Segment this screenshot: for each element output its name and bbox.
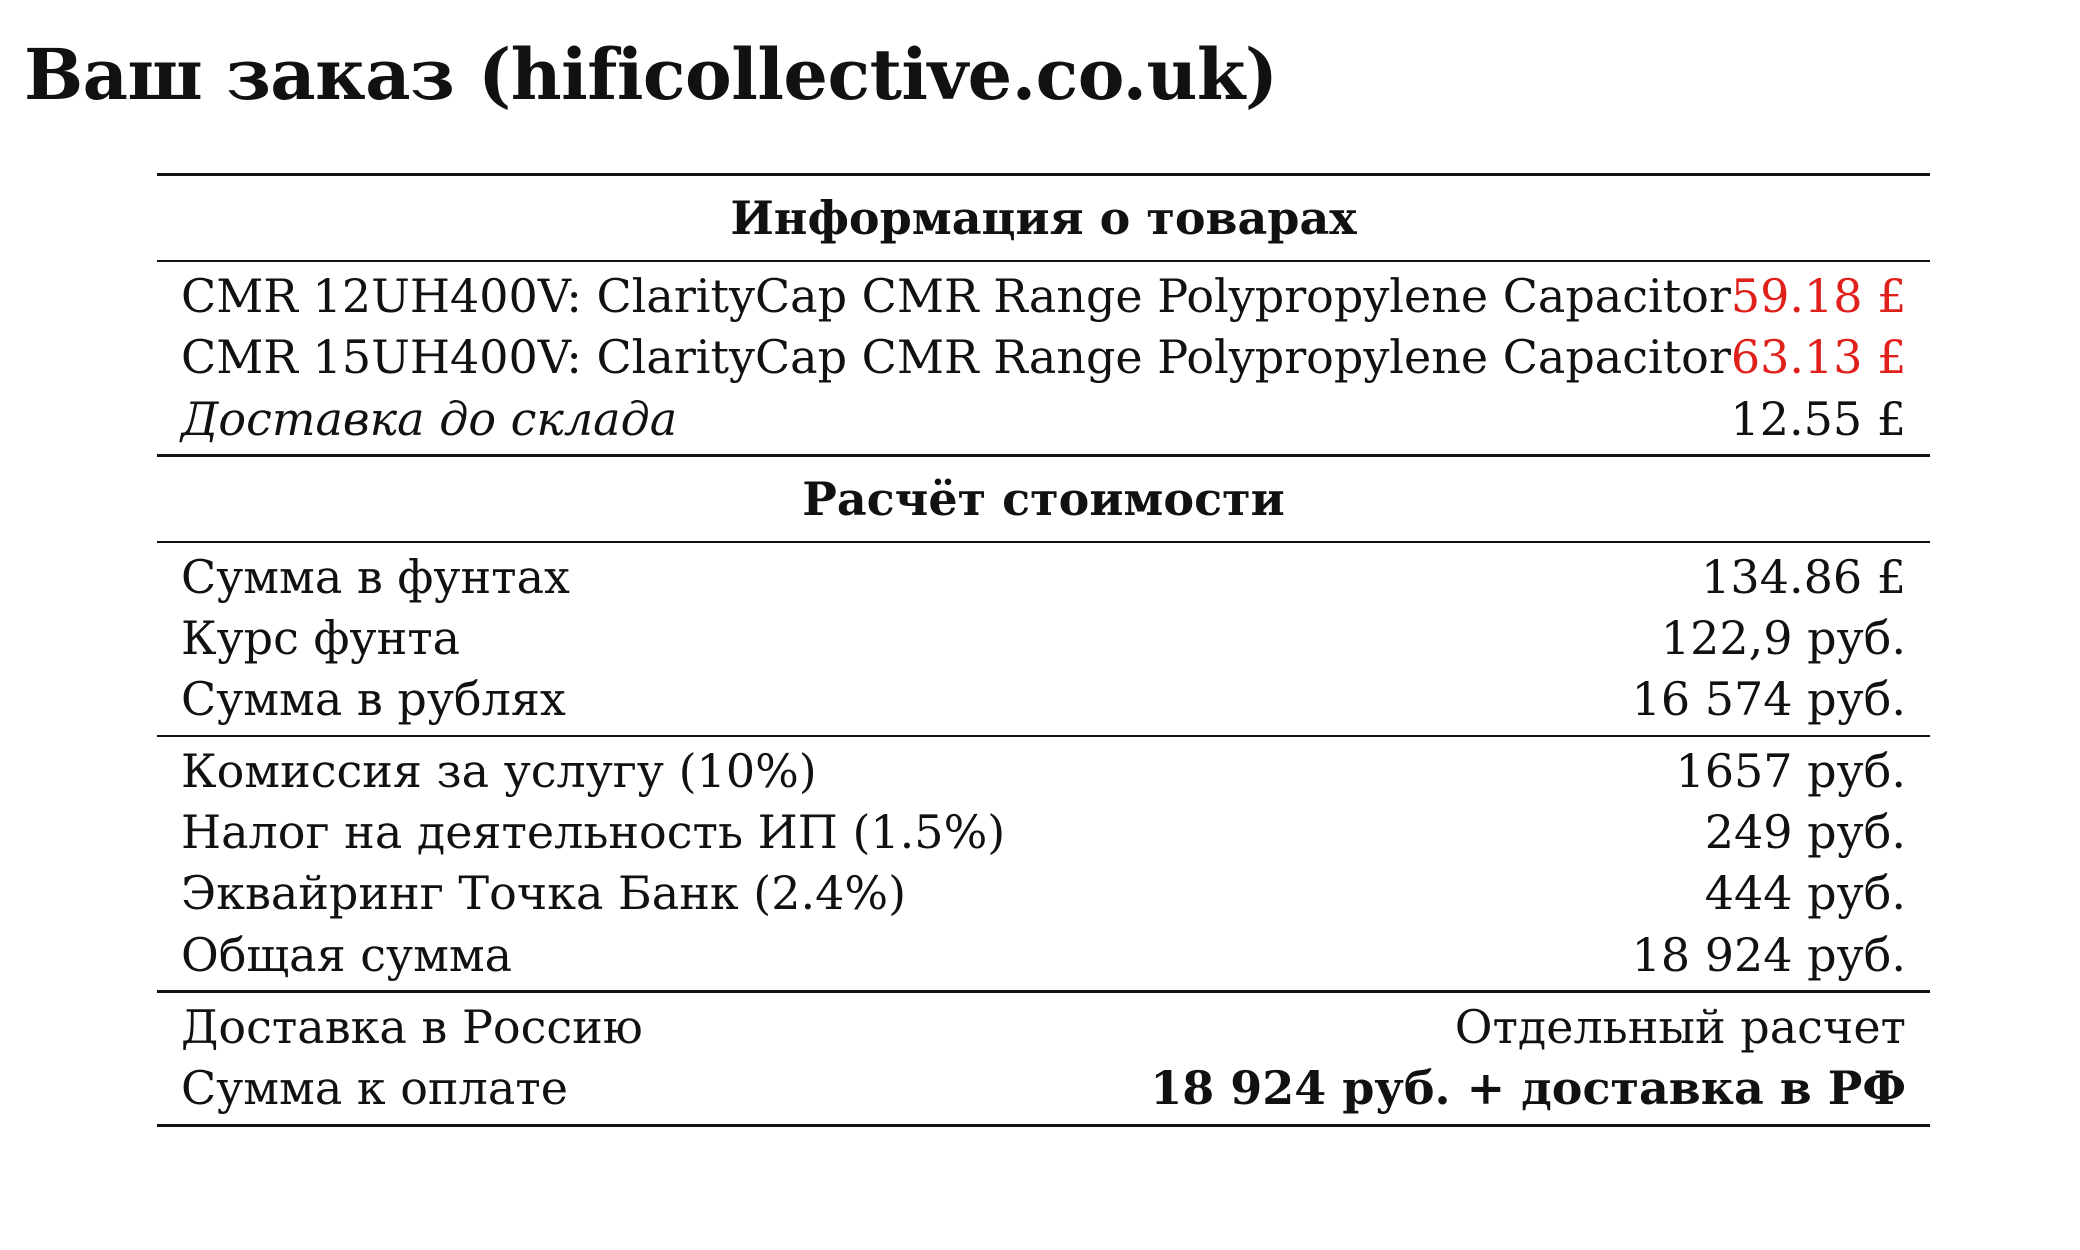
total-value: 18 924 руб. bbox=[1631, 927, 1906, 982]
amount-to-pay-value: 18 924 руб. + доставка в РФ bbox=[1150, 1061, 1906, 1116]
product-name: CMR 15UH400V: ClarityCap CMR Range Polypropylene Capacitor bbox=[181, 330, 1731, 385]
product-name: CMR 12UH400V: ClarityCap CMR Range Polypropylene Capacitor bbox=[181, 269, 1731, 323]
fees-list bbox=[157, 737, 1930, 990]
service-fee-label: Комиссия за услугу (10%) bbox=[181, 743, 817, 798]
tax-value: 249 руб. bbox=[1704, 805, 1906, 860]
sum-rubles-row bbox=[157, 669, 1930, 730]
total-row bbox=[157, 925, 1930, 986]
product-price: 63.13 £ bbox=[1730, 330, 1907, 385]
exchange-rate-value: 122,9 руб. bbox=[1660, 611, 1906, 666]
warehouse-delivery-row bbox=[157, 389, 1930, 450]
russia-delivery-label: Доставка в Россию bbox=[181, 999, 643, 1054]
acquiring-value: 444 руб. bbox=[1704, 866, 1906, 921]
products-list bbox=[157, 262, 1930, 454]
product-row bbox=[157, 266, 1930, 327]
total-label: Общая сумма bbox=[181, 927, 513, 982]
calculation-heading: Расчёт стоимости bbox=[802, 471, 1285, 526]
exchange-rate-row bbox=[157, 608, 1930, 669]
tax-label: Налог на деятельность ИП (1.5%) bbox=[181, 805, 1006, 860]
russia-delivery-value: Отдельный расчет bbox=[1454, 999, 1906, 1054]
product-row bbox=[157, 327, 1930, 388]
russia-delivery-row bbox=[157, 997, 1930, 1058]
table-bottom-rule bbox=[157, 1124, 1930, 1127]
amount-to-pay-label: Сумма к оплате bbox=[181, 1061, 568, 1116]
acquiring-row bbox=[157, 863, 1930, 924]
service-fee-value: 1657 руб. bbox=[1675, 743, 1906, 798]
sum-rubles-value: 16 574 руб. bbox=[1631, 672, 1906, 727]
warehouse-delivery-value: 12.55 £ bbox=[1730, 391, 1906, 446]
products-heading: Информация о товарах bbox=[730, 191, 1357, 245]
amount-to-pay-row bbox=[157, 1058, 1930, 1119]
sum-pounds-row bbox=[157, 547, 1930, 608]
sum-pounds-label: Сумма в фунтах bbox=[181, 549, 570, 604]
acquiring-label: Эквайринг Точка Банк (2.4%) bbox=[181, 866, 907, 921]
conversion-list bbox=[157, 543, 1930, 735]
product-price: 59.18 £ bbox=[1730, 269, 1907, 323]
order-table bbox=[157, 173, 1930, 1127]
service-fee-row bbox=[157, 741, 1930, 802]
final-list bbox=[157, 993, 1930, 1124]
sum-rubles-label: Сумма в рублях bbox=[181, 672, 566, 727]
page-title: Ваш заказ (hificollective.co.uk) bbox=[24, 33, 1278, 116]
exchange-rate-label: Курс фунта bbox=[181, 611, 461, 666]
sum-pounds-value: 134.86 £ bbox=[1701, 549, 1906, 604]
warehouse-delivery-label: Доставка до склада bbox=[181, 391, 678, 446]
tax-row bbox=[157, 802, 1930, 863]
